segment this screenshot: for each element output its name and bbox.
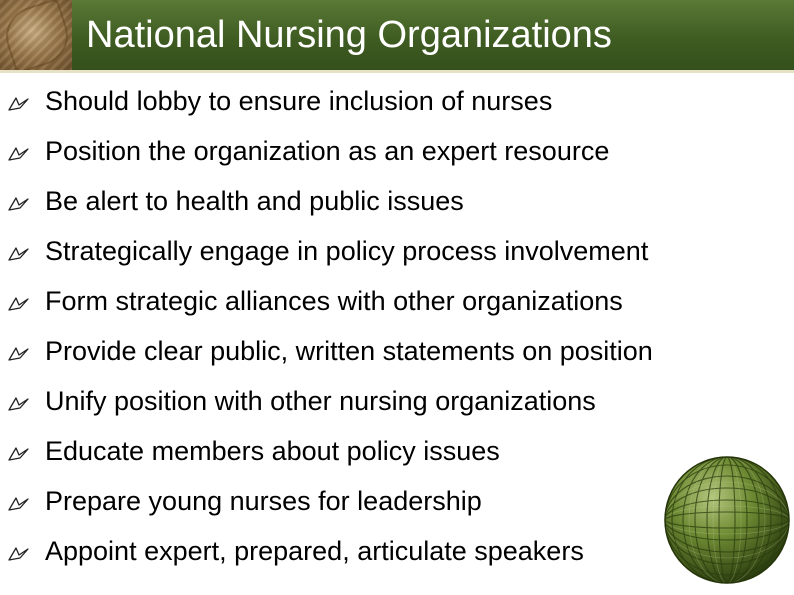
star-bullet-icon [8, 247, 30, 261]
bullet-text: Form strategic alliances with other organizations [45, 286, 623, 316]
woven-texture-icon [0, 0, 72, 70]
bullet-item [0, 128, 794, 168]
star-bullet-icon [8, 547, 30, 561]
bullet-item [0, 78, 794, 118]
bullet-text: Unify position with other nursing organizations [45, 386, 596, 416]
bullet-text: Provide clear public, written statements on position [45, 336, 653, 366]
title-bar [0, 0, 794, 70]
star-bullet-icon [8, 297, 30, 311]
bullet-item [0, 278, 794, 318]
woven-globe-icon [664, 456, 790, 584]
star-bullet-icon [8, 497, 30, 511]
bullet-text: Should lobby to ensure inclusion of nurses [45, 86, 553, 116]
bullet-text: Educate members about policy issues [45, 436, 500, 466]
slide-title: National Nursing Organizations [86, 14, 612, 56]
bullet-text: Strategically engage in policy process involvement [45, 236, 649, 266]
star-bullet-icon [8, 347, 30, 361]
bullet-text: Be alert to health and public issues [45, 186, 464, 216]
star-bullet-icon [8, 397, 30, 411]
bullet-text: Prepare young nurses for leadership [45, 486, 482, 516]
bullet-item [0, 328, 794, 368]
bullet-text: Appoint expert, prepared, articulate speakers [45, 536, 584, 566]
bullet-item [0, 178, 794, 218]
title-divider [0, 70, 794, 73]
bullet-text: Position the organization as an expert resource [45, 136, 610, 166]
bullet-item [0, 378, 794, 418]
star-bullet-icon [8, 147, 30, 161]
bullet-item [0, 228, 794, 268]
star-bullet-icon [8, 97, 30, 111]
star-bullet-icon [8, 447, 30, 461]
star-bullet-icon [8, 197, 30, 211]
